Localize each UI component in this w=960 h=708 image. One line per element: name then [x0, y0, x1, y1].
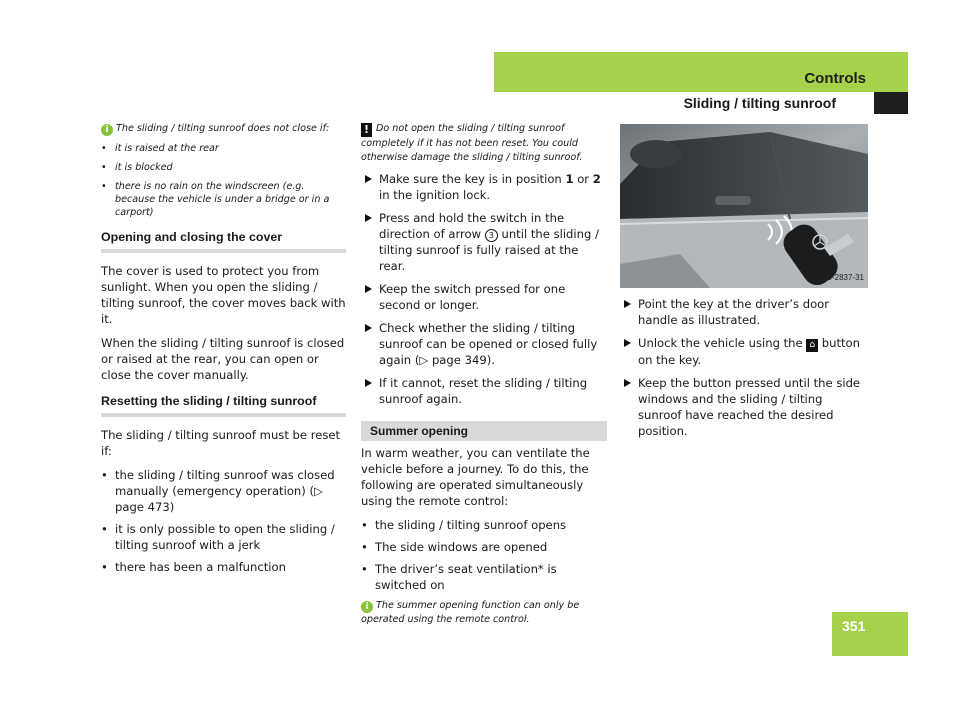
car-door-illustration	[620, 124, 868, 288]
step-item: Unlock the vehicle using the ⌂ button on the key.	[620, 335, 868, 368]
paragraph: The cover is used to protect you from sunlight. When you open the sliding / tilting sunroof, the cover moves back with it.	[101, 264, 346, 326]
page-title: Sliding / tilting sunroof	[683, 95, 836, 111]
reset-conditions-list	[101, 467, 346, 575]
step-item: Keep the button pressed until the side windows and the sliding / tilting sunroof have reached the desired position.	[620, 375, 868, 439]
section-title: Controls	[804, 70, 866, 87]
info-note: i The sliding / tilting sunroof does not close if:	[101, 122, 346, 136]
list-item: • it is raised at the rear	[101, 142, 346, 155]
list-item: • it is blocked	[101, 161, 346, 174]
summer-list	[361, 517, 607, 593]
column-left	[101, 122, 346, 581]
page-number-tab	[832, 612, 908, 656]
paragraph: The sliding / tilting sunroof must be reset if:	[101, 428, 341, 458]
list-item: • there is no rain on the windscreen (e.g. because the vehicle is under a bridge or in a carport)	[101, 180, 346, 219]
unlock-key-icon: ⌂	[806, 339, 818, 352]
section-heading-summer: Summer opening	[361, 421, 607, 441]
list-item: • The side windows are opened	[361, 539, 607, 555]
paragraph: In warm weather, you can ventilate the vehicle before a journey. To do this, the following are operated simultaneously using the remote control:	[361, 446, 590, 508]
reset-steps-list	[361, 171, 607, 407]
arrow-number-badge: 3	[485, 229, 498, 242]
paragraph: When the sliding / tilting sunroof is closed or raised at the rear, you can open or close the cover manually.	[101, 336, 345, 382]
subheader-marker	[874, 92, 908, 114]
step-item: Press and hold the switch in the direction of arrow 3 until the sliding / tilting sunroof is fully raised at the rear.	[361, 210, 607, 274]
subheader	[494, 92, 908, 114]
step-item: Keep the switch pressed for one second or longer.	[361, 281, 607, 313]
list-item: • The driver’s seat ventilation* is switched on	[361, 561, 607, 593]
car-door-photo	[620, 124, 868, 288]
info-icon: i	[361, 601, 373, 613]
list-item: • there has been a malfunction	[101, 559, 346, 575]
step-item: If it cannot, reset the sliding / tilting sunroof again.	[361, 375, 607, 407]
photo-caption: P80.20-2837-31	[806, 273, 864, 282]
summer-steps-list	[620, 296, 868, 439]
list-item: • the sliding / tilting sunroof was closed manually (emergency operation) (▷ page 473)	[101, 467, 346, 515]
step-item: Make sure the key is in position 1 or 2 in the ignition lock.	[361, 171, 607, 203]
column-right	[620, 124, 868, 446]
section-heading-reset: Resetting the sliding / tilting sunroof	[101, 393, 346, 417]
info-icon: i	[101, 124, 113, 136]
info-note-list	[101, 142, 346, 219]
warning-icon: !	[361, 123, 372, 137]
info-note: i The summer opening function can only be operated using the remote control.	[361, 600, 580, 625]
step-item: Check whether the sliding / tilting sunroof can be opened or closed fully again (▷ page 349).	[361, 320, 607, 368]
column-middle	[361, 122, 607, 633]
header-band	[494, 52, 908, 92]
warning-note: ! Do not open the sliding / tilting sunroof completely if it has not been reset. You could otherwise damage the sliding / tilting sunroof.	[361, 123, 583, 163]
section-heading-cover: Opening and closing the cover	[101, 229, 346, 253]
list-item: • it is only possible to open the sliding / tilting sunroof with a jerk	[101, 521, 346, 553]
page-number: 351	[842, 618, 866, 634]
step-item: Point the key at the driver’s door handle as illustrated.	[620, 296, 868, 328]
list-item: • the sliding / tilting sunroof opens	[361, 517, 607, 533]
